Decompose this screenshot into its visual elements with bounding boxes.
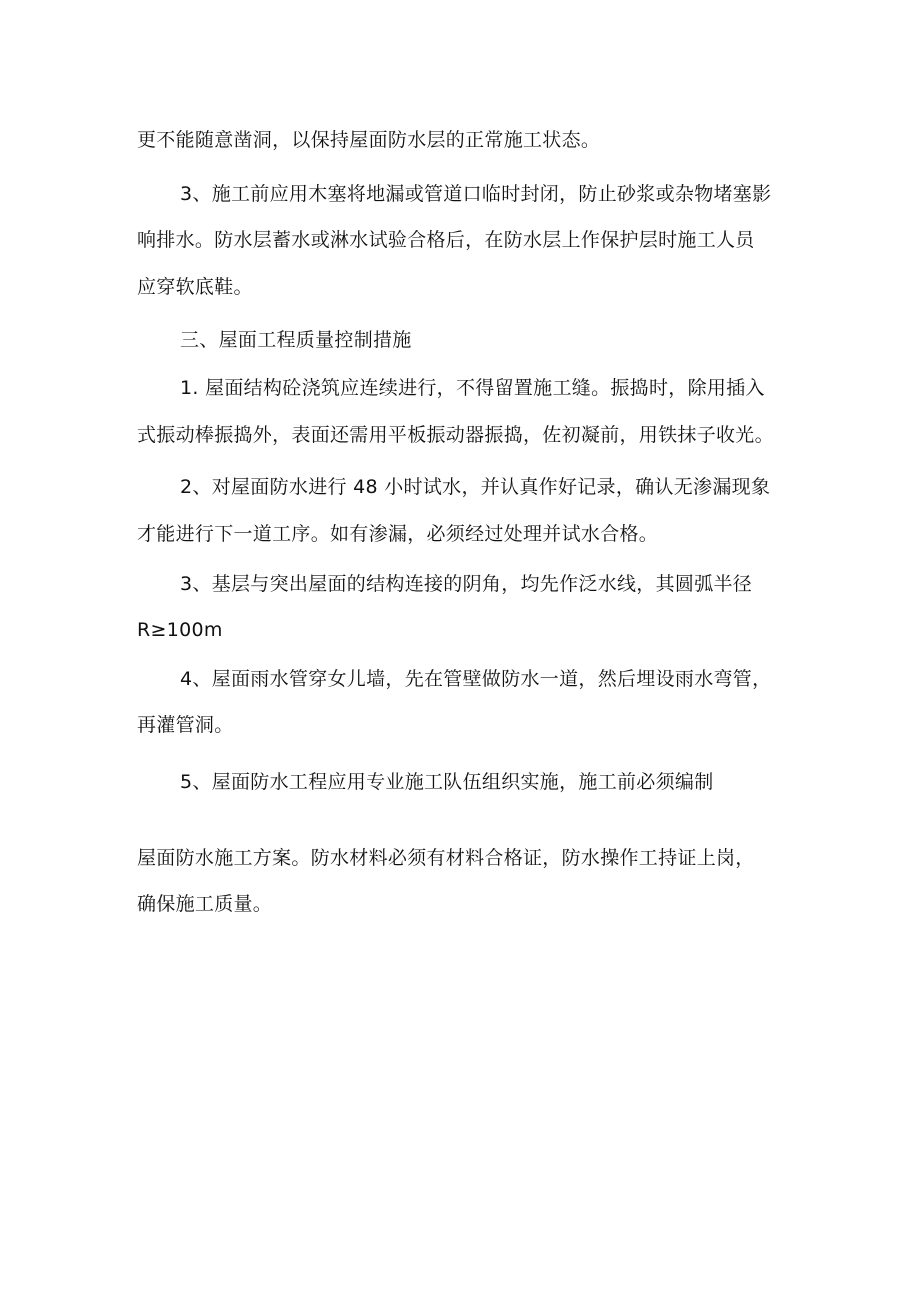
text-line: 式振动棒振捣外，表面还需用平板振动器振捣，佐初凝前，用铁抹子收光。	[137, 424, 774, 446]
text-line: 应穿软底鞋。	[137, 276, 253, 298]
text-line: 才能进行下一道工序。如有渗漏，必须经过处理并试水合格。	[137, 523, 659, 545]
text-line: 再灌管洞。	[137, 714, 234, 736]
text-line: 4、屋面雨水管穿女儿墙，先在管壁做防水一道，然后埋设雨水弯管，	[180, 668, 772, 690]
text-line: 2、对屋面防水进行 48 小时试水，并认真作好记录，确认无渗漏现象	[180, 476, 771, 498]
text-line: 响排水。防水层蓄水或淋水试验合格后，在防水层上作保护层时施工人员	[137, 229, 755, 251]
text-line: 更不能随意凿洞，以保持屋面防水层的正常施工状态。	[137, 129, 601, 151]
text-line: 屋面防水施工方案。防水材料必须有材料合格证，防水操作工持证上岗，	[137, 847, 755, 869]
text-line: 3、施工前应用木塞将地漏或管道口临时封闭，防止砂浆或杂物堵塞影	[180, 183, 772, 205]
text-line: 确保施工质量。	[137, 893, 273, 915]
text-line: 3、基层与突出屋面的结构连接的阴角，均先作泛水线，其圆弧半径	[180, 573, 753, 595]
text-line: R≥100m	[137, 619, 223, 641]
text-line: 1. 屋面结构砼浇筑应连续进行，不得留置施工缝。振捣时，除用插入	[180, 377, 765, 399]
section-heading: 三、屋面工程质量控制措施	[180, 329, 412, 351]
text-line: 5、屋面防水工程应用专业施工队伍组织实施，施工前必须编制	[180, 771, 714, 793]
